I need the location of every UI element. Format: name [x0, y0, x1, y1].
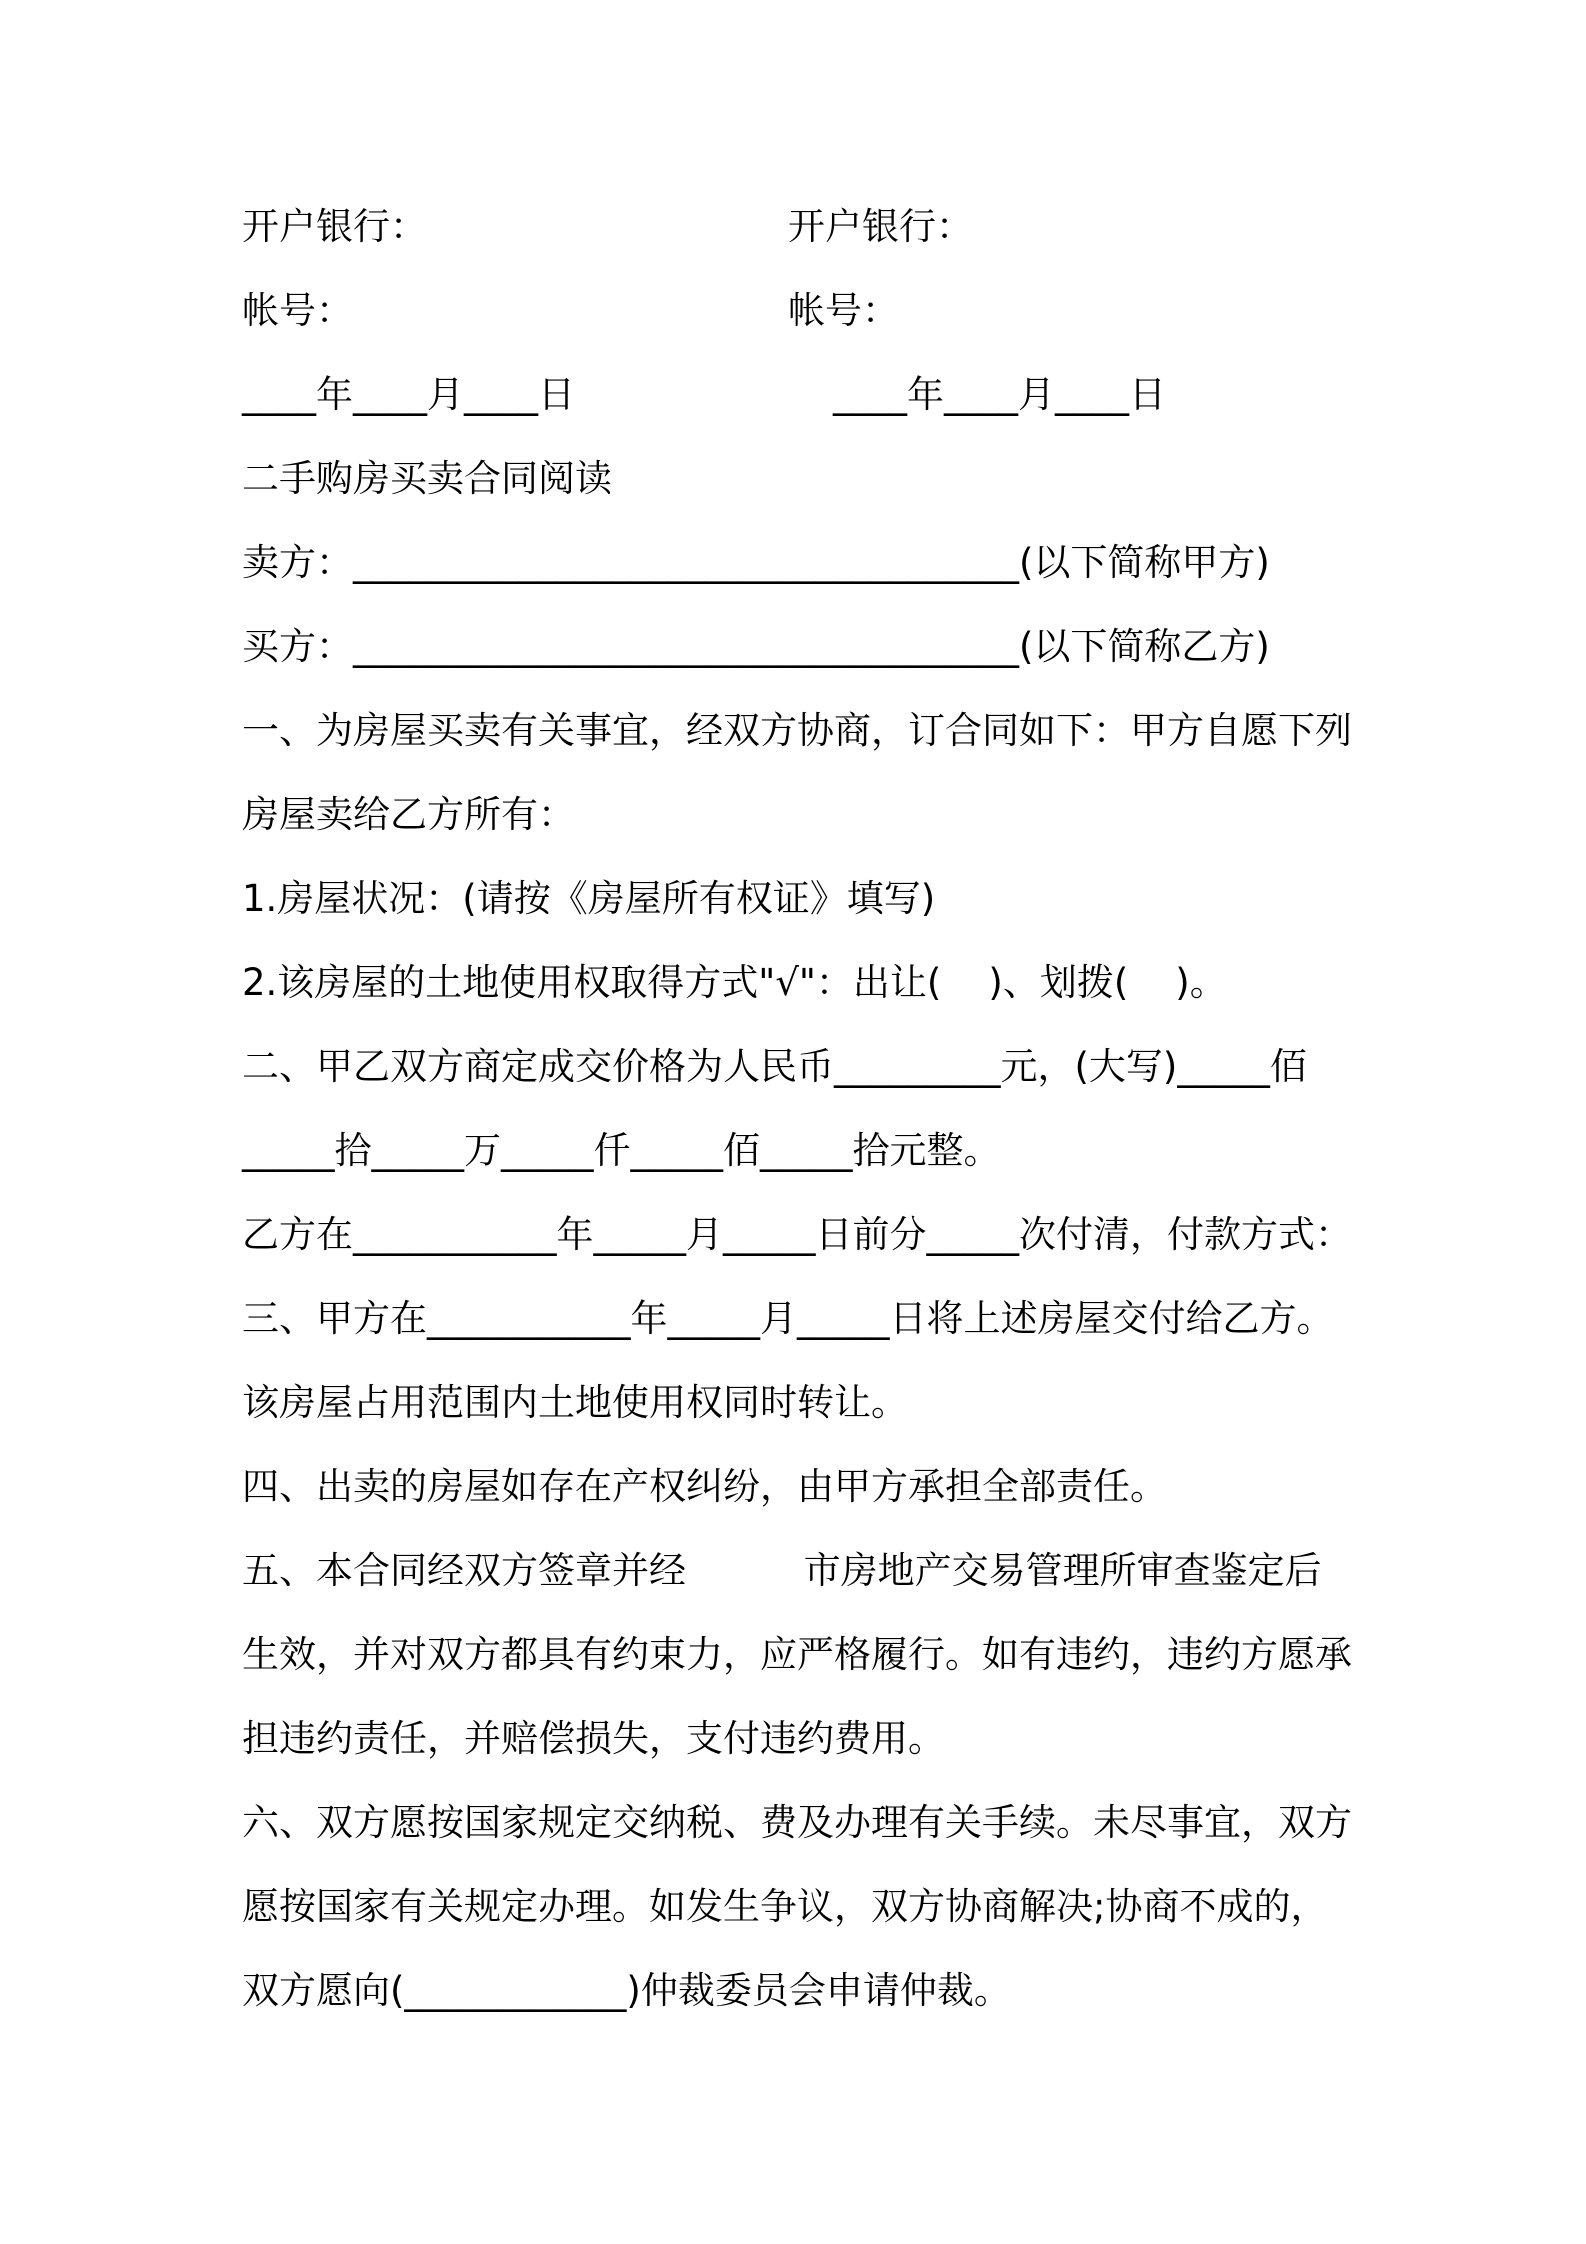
clause-1-line-1: 一、为房屋买卖有关事宜，经双方协商，订合同如下：甲方自愿下列: [242, 709, 1352, 752]
clause-6-line-2: 愿按国家有关规定办理。如发生争议，双方协商解决;协商不成的，: [242, 1885, 1328, 1928]
seller-line: 卖方：____________________________________(以下简称甲方): [242, 541, 1270, 584]
clause-2-line-2: _____拾_____万_____仟_____佰_____拾元整。: [242, 1129, 1001, 1172]
right-account-label: 帐号：: [788, 289, 899, 332]
payment-line: 乙方在___________年_____月_____日前分_____次付清，付款方式：: [242, 1213, 1352, 1256]
left-bank-label: 开户银行：: [242, 205, 427, 248]
buyer-line: 买方：____________________________________(以下简称乙方): [242, 625, 1270, 668]
right-date-line: ____年____月____日: [833, 373, 1166, 416]
left-account-label: 帐号：: [242, 289, 353, 332]
house-status-line: 1.房屋状况：(请按《房屋所有权证》填写): [242, 877, 936, 920]
document-title: 二手购房买卖合同阅读: [242, 457, 612, 500]
land-use-line: 2.该房屋的土地使用权取得方式"√"：出让( )、划拨( )。: [242, 961, 1227, 1004]
clause-5-line-1: 五、本合同经双方签章并经 市房地产交易管理所审查鉴定后: [242, 1549, 1322, 1592]
clause-5-line-3: 担违约责任，并赔偿损失，支付违约费用。: [242, 1717, 945, 1760]
clause-4-line: 四、出卖的房屋如存在产权纠纷，由甲方承担全部责任。: [242, 1465, 1167, 1508]
right-bank-label: 开户银行：: [788, 205, 973, 248]
clause-5-line-2: 生效，并对双方都具有约束力，应严格履行。如有违约，违约方愿承: [242, 1633, 1352, 1676]
clause-3-line-2: 该房屋占用范围内土地使用权同时转让。: [242, 1381, 908, 1424]
left-date-line: ____年____月____日: [242, 373, 575, 416]
clause-1-line-2: 房屋卖给乙方所有：: [242, 793, 575, 836]
clause-2-line-1: 二、甲乙双方商定成交价格为人民币_________元，(大写)_____佰: [242, 1045, 1307, 1088]
clause-3-line-1: 三、甲方在___________年_____月_____日将上述房屋交付给乙方。: [242, 1297, 1334, 1340]
clause-6-line-3: 双方愿向(____________)仲裁委员会申请仲裁。: [242, 1969, 1011, 2012]
clause-6-line-1: 六、双方愿按国家规定交纳税、费及办理有关手续。未尽事宜，双方: [242, 1801, 1352, 1844]
